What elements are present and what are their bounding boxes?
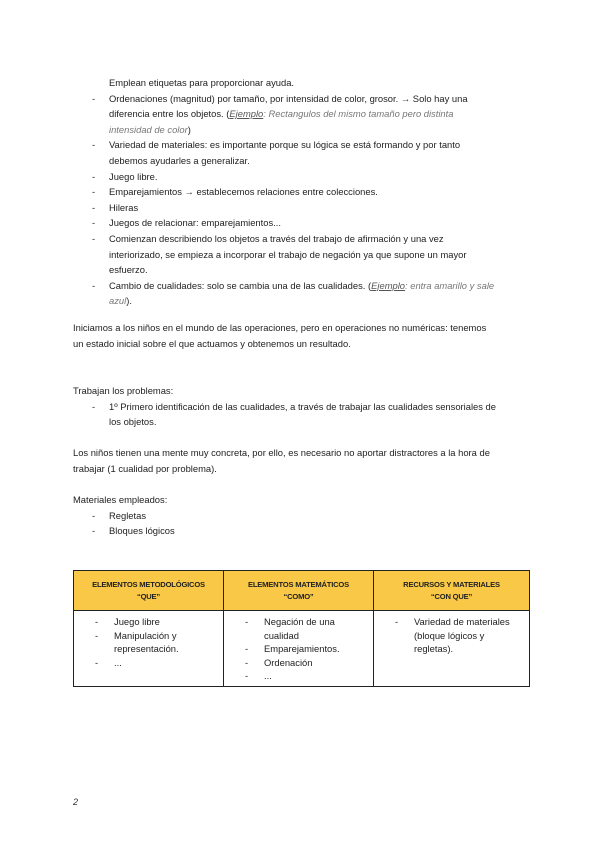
list-item: - Emparejamientos → establecemos relaciones entre colecciones.	[73, 184, 533, 200]
example-link[interactable]: Ejemplo	[229, 108, 264, 120]
bullet-list	[73, 75, 533, 309]
bullet-dash: -	[92, 170, 96, 182]
bullet-dash: -	[92, 279, 96, 291]
bullet-dash: -	[92, 232, 96, 244]
list-item: - Cambio de cualidades: solo se cambia una de las cualidades. (Ejemplo: entra amarillo y sale azul).	[92, 279, 495, 307]
page-number: 2	[73, 797, 79, 807]
paragraph-concrete-mind: Los niños tienen una mente muy concreta, por ello, es necesario no aportar distractores a la hora de trabajar (1 cualidad por problema).	[73, 447, 490, 474]
problems-heading: Trabajan los problemas:	[73, 385, 174, 396]
list-item: - 1º Primero identificación de las cualidades, a través de trabajar las cualidades sensoriales de los objetos.	[92, 400, 496, 428]
list-item: - Negación de una	[245, 616, 335, 627]
bullet-dash: -	[92, 92, 96, 104]
bullet-dash: -	[92, 525, 96, 537]
header-methodological: ELEMENTOS METODOLÓGICOS “QUE”	[74, 571, 224, 611]
list-item: - Manipulación y	[95, 629, 177, 641]
list-item: - Emparejamientos.	[245, 643, 340, 655]
bullet-dash: -	[92, 400, 96, 412]
list-item: - ...	[245, 670, 272, 682]
materials-section	[73, 492, 533, 539]
header-mathematical: ELEMENTOS MATEMÁTICOS “COMO”	[224, 571, 374, 611]
bullet-dash: -	[92, 509, 96, 521]
list-item: - Variedad de materiales: es importante porque su lógica se está formando y por tanto debemos ayudarles a generalizar.	[92, 139, 461, 166]
table-row	[74, 611, 530, 687]
table-header-row	[74, 571, 530, 611]
table-cell: - Negación de una cualidad - Emparejamientos. - Ordenación - ...	[224, 611, 374, 687]
table-cell: - Variedad de materiales (bloque lógicos y regletas).	[374, 611, 530, 687]
list-item: - Juego libre	[95, 616, 160, 627]
list-item: - ...	[95, 656, 122, 668]
header-resources: RECURSOS Y MATERIALES “CON QUE”	[374, 571, 530, 611]
bullet-dash: -	[92, 217, 96, 229]
bullet-dash: -	[92, 139, 96, 151]
materials-heading: Materiales empleados:	[73, 494, 168, 505]
list-item: - Regletas	[73, 508, 533, 524]
bullet-dash: -	[92, 186, 96, 198]
list-item: - Juego libre.	[73, 169, 533, 185]
list-item: - Bloques lógicos	[73, 523, 533, 539]
list-item: - Juegos de relacionar: emparejamientos...	[73, 215, 533, 231]
paragraph-operations: Iniciamos a los niños en el mundo de las operaciones, pero en operaciones no numéricas: tenemos un estado inicial sobre el que actuamos y obtenemos un resultado.	[73, 322, 487, 349]
summary-table	[73, 570, 530, 687]
list-item: - Variedad de materiales	[395, 616, 510, 627]
list-item: - Ordenación	[245, 656, 313, 668]
list-item: - Ordenaciones (magnitud) por tamaño, por intensidad de color, grosor. → Solo hay una diferencia entre los objetos. (Ejemplo: Rectangulos del mismo tamaño pero distinta intensidad de color)	[92, 92, 468, 135]
table-cell: - Juego libre - Manipulación y representación. - ...	[74, 611, 224, 687]
problems-section	[73, 383, 533, 430]
bullet-dash: -	[92, 201, 96, 213]
list-item: - Comienzan describiendo los objetos a través del trabajo de afirmación y una vez interiorizado, se empieza a incorporar el trabajo de negación ya que supone un mayor esfuerzo.	[92, 232, 467, 276]
list-item: - Hileras	[73, 200, 533, 216]
list-item-continuation: Emplean etiquetas para proporcionar ayuda.	[109, 77, 295, 88]
example-link[interactable]: Ejemplo	[371, 279, 406, 291]
